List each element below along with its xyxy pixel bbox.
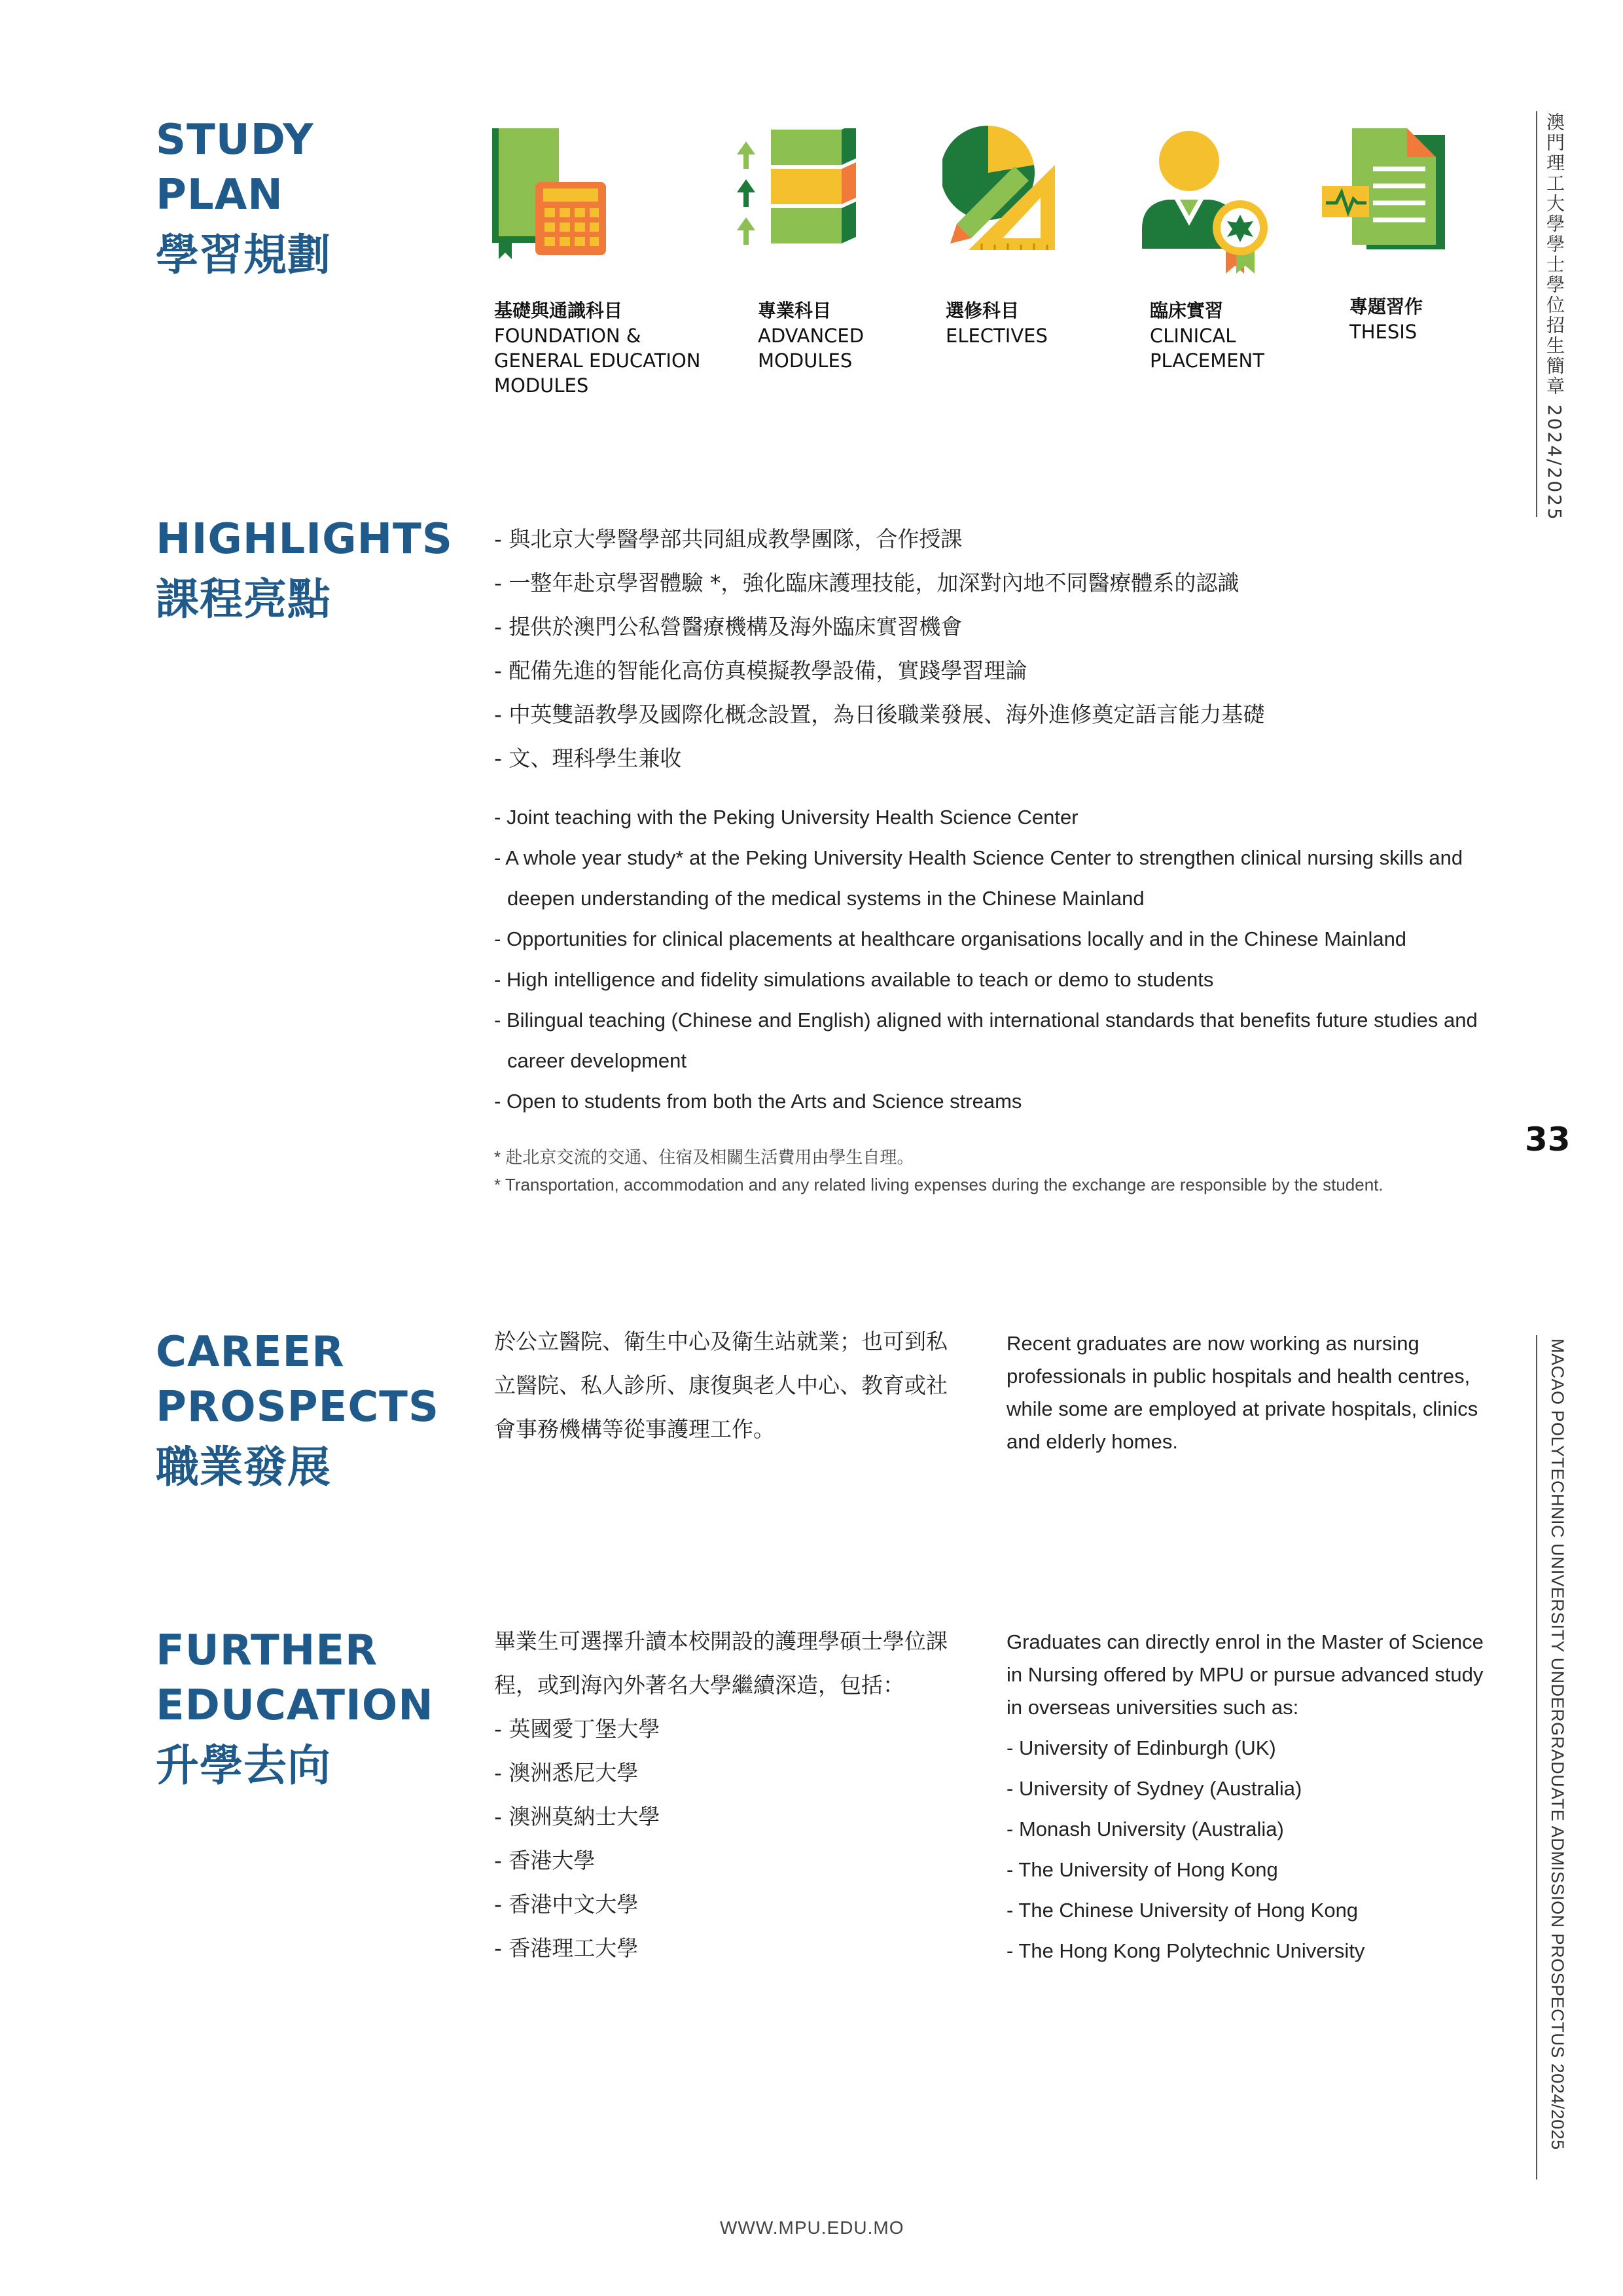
list-item: - 文、理科學生兼收 xyxy=(494,736,1264,780)
career-heading-en-2: PROSPECTS xyxy=(156,1383,440,1431)
sidebar-title-zh: 澳門理工大學學士學位招生簡章 2024/2025 xyxy=(1544,113,1565,522)
list-item: - Bilingual teaching (Chinese and English) aligned with international standards that benefits future studies and career development xyxy=(494,1000,1508,1081)
pie-ruler-icon xyxy=(942,126,1060,257)
study-item-foundation-en-1: FOUNDATION & xyxy=(494,325,641,347)
list-item: - University of Sydney (Australia) xyxy=(1007,1768,1364,1809)
study-item-foundation-zh: 基礎與通識科目 xyxy=(494,300,623,321)
study-item-clinical-zh: 臨床實習 xyxy=(1150,300,1224,321)
list-item: - University of Edinburgh (UK) xyxy=(1007,1728,1364,1768)
list-item: - 提供於澳門公私營醫療機構及海外臨床實習機會 xyxy=(494,605,1264,649)
list-item: - The Hong Kong Polytechnic University xyxy=(1007,1931,1364,1971)
list-item: - High intelligence and fidelity simulations available to teach or demo to students xyxy=(494,960,1508,1000)
list-item: - 香港中文大學 xyxy=(494,1882,660,1926)
further-education-heading-zh: 升學去向 xyxy=(156,1740,331,1791)
further-education-heading xyxy=(156,1623,434,1799)
highlights-en-list xyxy=(494,797,1508,1122)
study-item-thesis-zh: 專題習作 xyxy=(1349,296,1423,317)
stacked-blocks-icon xyxy=(732,128,863,253)
list-item: - 一整年赴京學習體驗 *，強化臨床護理技能，加深對內地不同醫療體系的認識 xyxy=(494,561,1264,605)
list-item: - A whole year study* at the Peking University Health Science Center to strengthen clinical nursing skills and deepen understanding of the medical systems in the Chinese Mainland xyxy=(494,838,1508,919)
page-number: 33 xyxy=(1525,1121,1571,1158)
study-item-advanced xyxy=(758,298,864,373)
sidebar-divider-bottom xyxy=(1536,1335,1537,2179)
study-item-advanced-en-1: ADVANCED xyxy=(758,325,865,347)
further-education-heading-en-1: FURTHER xyxy=(156,1626,378,1675)
further-education-intro-zh: 畢業生可選擇升讀本校開設的護理學碩士學位課程，或到海內外著名大學繼續深造，包括： xyxy=(494,1628,948,1698)
highlights-zh-list xyxy=(494,517,1264,780)
list-item: - The Chinese University of Hong Kong xyxy=(1007,1890,1364,1931)
study-item-foundation-en-2: GENERAL EDUCATION xyxy=(494,350,701,372)
career-text-en: Recent graduates are now working as nursing professionals in public hospitals and health centres, while some are employed at private hospitals, clinics and elderly homes. xyxy=(1007,1332,1478,1453)
sidebar-title-en: MACAO POLYTECHNIC UNIVERSITY UNDERGRADUATE ADMISSION PROSPECTUS 2024/2025 xyxy=(1548,1338,1567,2150)
list-item: - Monash University (Australia) xyxy=(1007,1809,1364,1850)
highlights-heading-en: HIGHLIGHTS xyxy=(156,515,453,564)
further-education-heading-en-2: EDUCATION xyxy=(156,1681,434,1730)
career-heading-en-1: CAREER xyxy=(156,1328,345,1376)
study-item-advanced-en-2: MODULES xyxy=(758,350,853,372)
list-item: - 英國愛丁堡大學 xyxy=(494,1707,660,1751)
list-item: - 澳洲莫納士大學 xyxy=(494,1795,660,1839)
list-item: - Joint teaching with the Peking University Health Science Center xyxy=(494,797,1508,838)
career-heading-zh: 職業發展 xyxy=(156,1442,331,1492)
list-item: - The University of Hong Kong xyxy=(1007,1850,1364,1890)
highlights-heading-zh: 課程亮點 xyxy=(156,574,331,624)
study-item-thesis xyxy=(1349,295,1423,344)
study-plan-heading-en-2: PLAN xyxy=(156,171,283,219)
study-item-electives xyxy=(946,298,1048,348)
study-plan-heading-zh: 學習規劃 xyxy=(156,230,331,280)
career-heading xyxy=(156,1325,439,1500)
list-item: - 中英雙語教學及國際化概念設置，為日後職業發展、海外進修奠定語言能力基礎 xyxy=(494,692,1264,736)
study-item-electives-en-1: ELECTIVES xyxy=(946,325,1048,347)
study-item-electives-zh: 選修科目 xyxy=(946,300,1020,321)
list-item: - 配備先進的智能化高仿真模擬教學設備，實踐學習理論 xyxy=(494,649,1264,692)
footer-url[interactable]: WWW.MPU.EDU.MO xyxy=(720,2217,904,2238)
document-pulse-icon xyxy=(1321,128,1452,253)
highlights-heading xyxy=(156,512,453,632)
further-education-en-list xyxy=(1007,1728,1364,1971)
book-calculator-icon xyxy=(491,128,609,259)
list-item: - Opportunities for clinical placements at healthcare organisations locally and in the Chinese Mainland xyxy=(494,919,1508,960)
study-plan-heading xyxy=(156,113,331,288)
list-item: - 香港大學 xyxy=(494,1839,660,1882)
list-item: - 與北京大學醫學部共同組成教學團隊，合作授課 xyxy=(494,517,1264,561)
study-item-foundation-en-3: MODULES xyxy=(494,374,589,397)
footnote-zh: * 赴北京交流的交通、住宿及相關生活費用由學生自理。 xyxy=(494,1147,914,1167)
sidebar-divider-top xyxy=(1536,111,1537,517)
footnote-en: * Transportation, accommodation and any related living expenses during the exchange are responsible by the student. xyxy=(494,1175,1383,1194)
study-item-foundation xyxy=(494,298,701,398)
list-item: - 澳洲悉尼大學 xyxy=(494,1751,660,1795)
study-item-advanced-zh: 專業科目 xyxy=(758,300,832,321)
list-item: - Open to students from both the Arts and Science streams xyxy=(494,1081,1508,1122)
study-plan-heading-en-1: STUDY xyxy=(156,116,314,164)
person-award-icon xyxy=(1142,131,1273,275)
study-item-clinical xyxy=(1150,298,1264,373)
study-item-clinical-en-2: PLACEMENT xyxy=(1150,350,1264,372)
list-item: - 香港理工大學 xyxy=(494,1926,660,1970)
study-item-thesis-en-1: THESIS xyxy=(1349,321,1418,343)
further-education-zh-list xyxy=(494,1707,660,1970)
career-text-zh: 於公立醫院、衛生中心及衛生站就業；也可到私立醫院、私人診所、康復與老人中心、教育或社會事務機構等從事護理工作。 xyxy=(494,1329,948,1442)
study-item-clinical-en-1: CLINICAL xyxy=(1150,325,1236,347)
further-education-intro-en: Graduates can directly enrol in the Master of Science in Nursing offered by MPU or pursue advanced study in overseas universities such as: xyxy=(1007,1630,1484,1719)
